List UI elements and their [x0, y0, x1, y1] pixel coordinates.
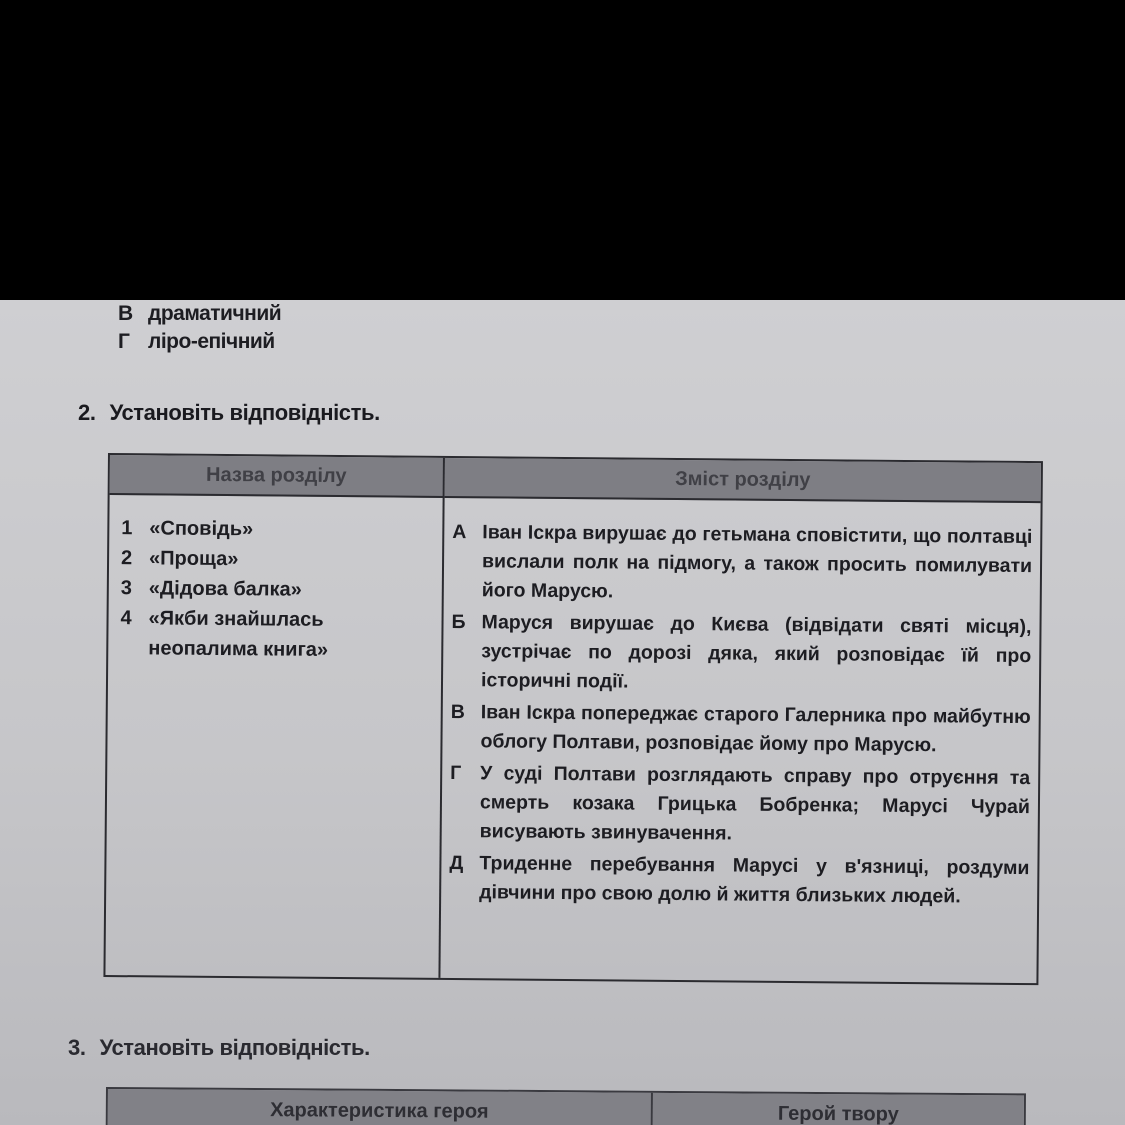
content-text: У суді Полтави розглядають справу про отруєння та смерть козака Грицька Бобренка; Марусі Чурай висувають звинувачення. [479, 762, 1031, 845]
question-text: Установіть відповідність. [109, 400, 380, 425]
column-header-chapter-name: Назва розділу [110, 455, 445, 498]
option-text: драматичний [148, 302, 282, 325]
column-divider [438, 498, 444, 978]
chapter-title: «Якби знайшлась неопалима книга» [148, 607, 329, 661]
chapter-title: «Дідова балка» [148, 577, 302, 601]
chapter-item [121, 513, 431, 546]
content-item [452, 518, 1033, 610]
chapter-item [120, 603, 431, 666]
chapter-item [121, 543, 431, 576]
content-text: Триденне перебування Марусі у в'язниці, роздуми дівчини про свою долю й життя близьких людей. [479, 852, 1030, 908]
content-item [450, 759, 1031, 851]
content-text: Іван Іскра попереджає старого Галерника про майбутню облогу Полтави, розповідає йому про Марусю. [480, 701, 1031, 757]
content-letter: Г [450, 761, 462, 785]
matching-table-3 [106, 1087, 1026, 1125]
content-letter: Д [449, 851, 464, 875]
content-item [450, 698, 1030, 761]
column-header-chapter-content: Зміст розділу [445, 458, 1041, 503]
chapter-list [120, 513, 431, 666]
chapter-item [121, 573, 431, 606]
option-letter: Г [118, 330, 130, 353]
content-item [451, 608, 1032, 700]
option-letter: В [118, 302, 133, 325]
chapter-title: «Сповідь» [149, 517, 254, 541]
question-text: Установіть відповідність. [99, 1035, 370, 1060]
matching-table-2 [103, 453, 1043, 985]
chapter-number: 3 [120, 577, 133, 600]
content-letter: В [450, 701, 465, 724]
question-2-title [78, 400, 380, 426]
chapter-number: 1 [121, 517, 133, 540]
column-header-hero-characteristic: Характеристика героя [108, 1089, 653, 1125]
content-text: Маруся вирушає до Києва (відвідати святі місця), зустрічає по дорозі дяка, який розповідає їй про історичні події. [480, 611, 1032, 693]
content-text: Іван Іскра вирушає до гетьмана сповістити, що полтавці вислали полк на підмогу, а також просить помилувати його Марусю. [481, 521, 1033, 603]
question-number: 3. [68, 1035, 86, 1060]
chapter-title: «Проща» [148, 547, 239, 571]
prev-option-v [118, 302, 281, 326]
content-letter: А [452, 521, 467, 544]
option-text: ліро-епічний [148, 330, 275, 353]
column-header-hero-name: Герой твору [653, 1093, 1024, 1125]
content-item [449, 849, 1029, 912]
question-3-title [68, 1035, 370, 1061]
prev-option-g [118, 330, 275, 354]
textbook-page [0, 300, 1125, 1125]
content-list [449, 518, 1032, 915]
question-number: 2. [78, 400, 96, 425]
chapter-number: 4 [120, 607, 132, 630]
chapter-number: 2 [120, 547, 133, 570]
content-letter: Б [451, 611, 466, 634]
